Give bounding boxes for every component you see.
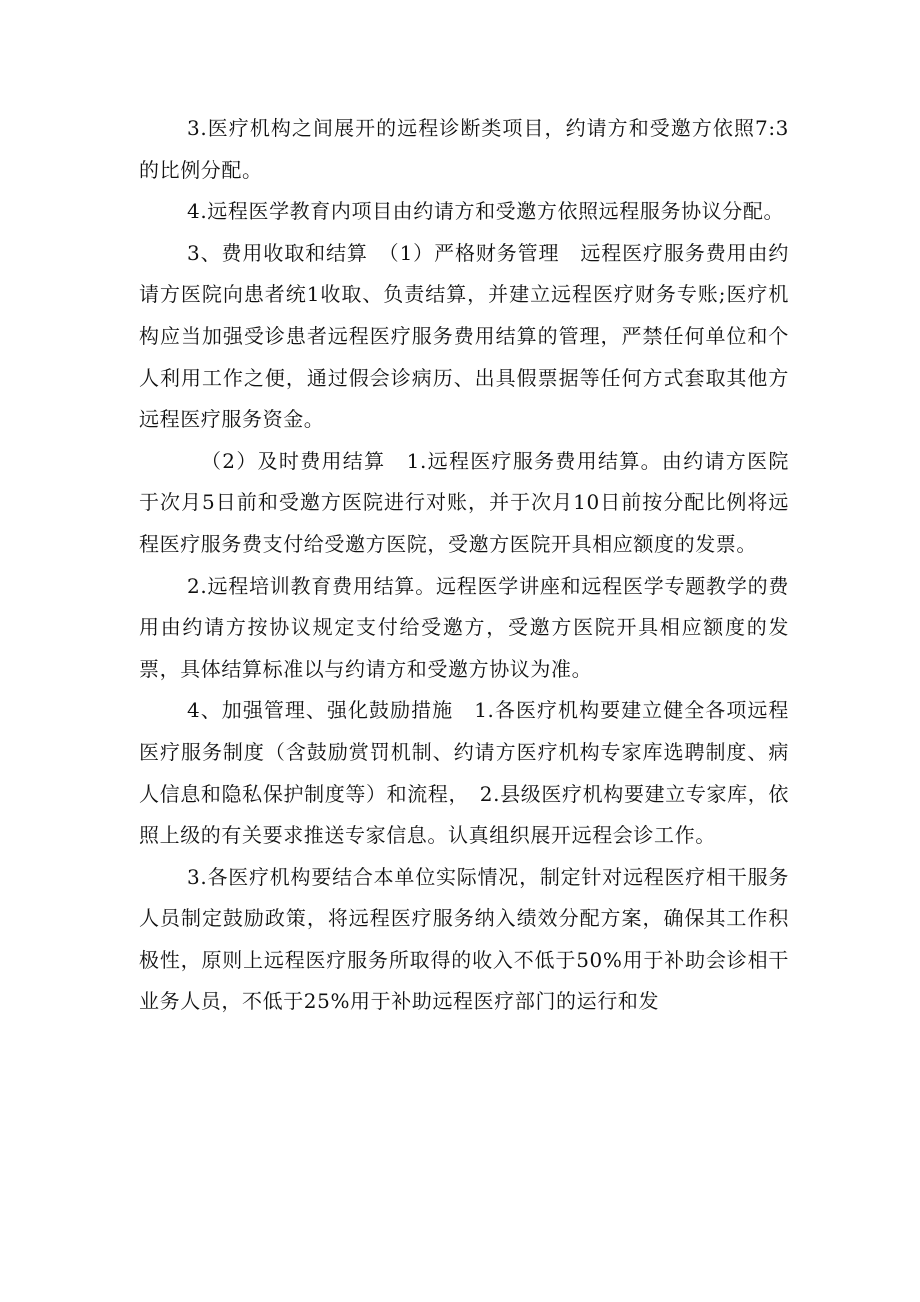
paragraph-1: 3.医疗机构之间展开的远程诊断类项目，约请方和受邀方依照7:3的比例分配。 (139, 116, 789, 182)
document-body (139, 108, 789, 1023)
paragraph-4: （2）及时费用结算 1.远程医疗服务费用结算。由约请方医院于次月5日前和受邀方医院进行对账，并于次月10日前按分配比例将远程医疗服务费支付给受邀方医院，受邀方医院开具相应额度的发票。 (139, 448, 789, 556)
paragraph-2: 4.远程医学教育内项目由约请方和受邀方依照远程服务协议分配。 (187, 199, 785, 224)
paragraph-7: 3.各医疗机构要结合本单位实际情况，制定针对远程医疗相干服务人员制定鼓励政策，将远程医疗服务纳入绩效分配方案，确保其工作积极性，原则上远程医疗服务所取得的收入不低于50%用于补助会诊相干业务人员，不低于25%用于补助远程医疗部门的运行和发 (139, 864, 789, 1014)
paragraph-3: 3、费用收取和结算 （1）严格财务管理 远程医疗服务费用由约请方医院向患者统1收取、负责结算，并建立远程医疗财务专账;医疗机构应当加强受诊患者远程医疗服务费用结算的管理，严禁任何单位和个人利用工作之便，通过假会诊病历、出具假票据等任何方式套取其他方远程医疗服务资金。 (139, 240, 789, 432)
paragraph-6: 4、加强管理、强化鼓励措施 1.各医疗机构要建立健全各项远程医疗服务制度（含鼓励赏罚机制、约请方医疗机构专家库选聘制度、病人信息和隐私保护制度等）和流程， 2.县级医疗机构要建立专家库，依照上级的有关要求推送专家信息。认真组织展开远程会诊工作。 (139, 698, 789, 848)
paragraph-5: 2.远程培训教育费用结算。远程医学讲座和远程医学专题教学的费用由约请方按协议规定支付给受邀方，受邀方医院开具相应额度的发票，具体结算标准以与约请方和受邀方协议为准。 (139, 573, 789, 681)
